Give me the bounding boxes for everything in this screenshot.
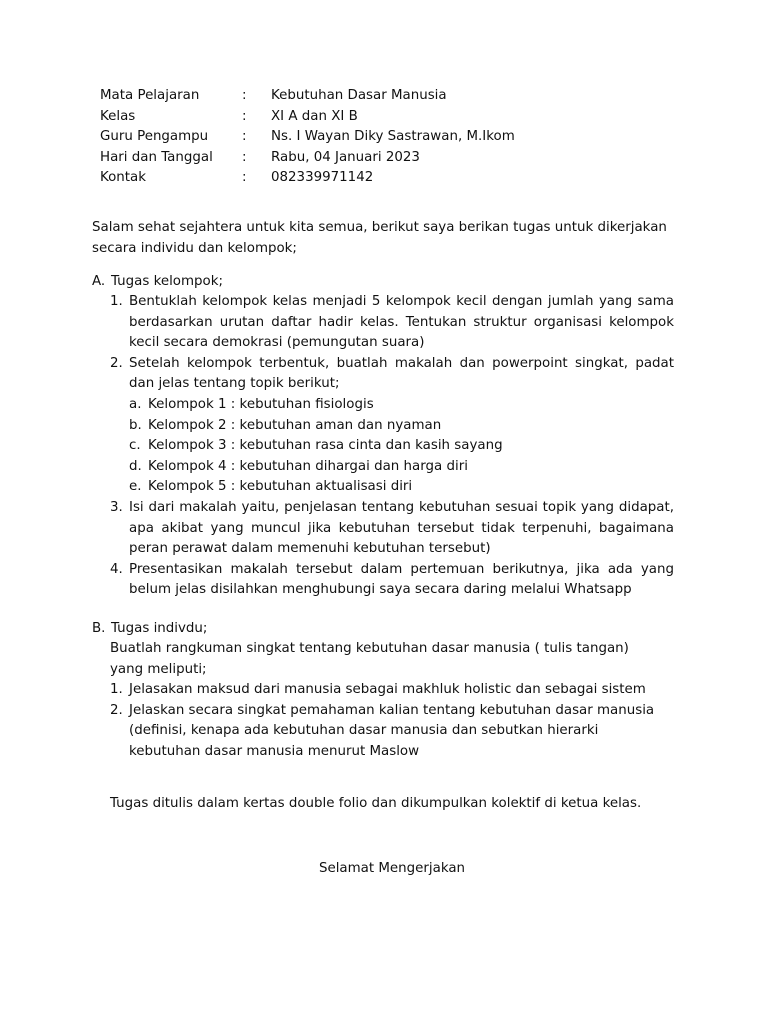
item-text: Bentuklah kelompok kelas menjadi 5 kelompok kecil dengan jumlah yang sama berdasarkan urutan daftar hadir kelas. Tentukan struktur organisasi kelompok kecil secara demokrasi (pemungutan suara) [129, 294, 674, 351]
subitem-letter: a. [129, 396, 142, 412]
item-number: 1. [110, 294, 123, 309]
list-item [110, 498, 674, 560]
item-text: Isi dari makalah yaitu, penjelasan tentang kebutuhan sesuai topik yang didapat, apa akibat yang muncul jika kebutuhan tersebut tidak terpenuhi, bagaimana peran perawat dalam memenuhi kebutuhan tersebut) [129, 499, 674, 557]
info-colon: : [242, 108, 247, 124]
info-row-class [100, 107, 515, 128]
subitem-text: Kelompok 4 : kebutuhan dihargai dan harga diri [148, 458, 468, 474]
item-number: 4. [110, 561, 123, 577]
item-text: Setelah kelompok terbentuk, buatlah makalah dan powerpoint singkat, padat dan jelas tentang topik berikut; [129, 355, 674, 392]
item-number: 1. [110, 682, 123, 697]
info-colon: : [242, 88, 247, 103]
info-colon: : [242, 149, 247, 165]
section-a-heading [92, 272, 223, 293]
list-item [110, 701, 674, 763]
info-row-date [100, 148, 515, 169]
list-item [110, 560, 674, 601]
intro-paragraph: Salam sehat sejahtera untuk kita semua, berikut saya berikan tugas untuk dikerjakan secara individu dan kelompok; [92, 220, 667, 256]
info-value: XI A dan XI B [271, 108, 358, 124]
info-value: Rabu, 04 Januari 2023 [271, 149, 420, 165]
closing-text: Selamat Mengerjakan [318, 861, 466, 876]
submission-note: Tugas ditulis dalam kertas double folio dan dikumpulkan kolektif di ketua kelas. [110, 796, 642, 811]
item-number: 2. [110, 355, 123, 371]
item-text: Jelaskan secara singkat pemahaman kalian tentang kebutuhan dasar manusia (definisi, kenapa ada kebutuhan dasar manusia dan sebutkan hierarki kebutuhan dasar manusia menurut Maslow [129, 702, 655, 759]
item-text: Presentasikan makalah tersebut dalam pertemuan berikutnya, jika ada yang belum jelas disilahkan menghubungi saya secara daring melalui Whatsapp [129, 561, 674, 598]
item-number: 2. [110, 702, 123, 718]
section-b-title: Tugas indivdu; [111, 621, 208, 636]
subitem-text: Kelompok 1 : kebutuhan fisiologis [148, 396, 374, 412]
sublist-item [129, 416, 674, 437]
section-b-heading [92, 619, 207, 640]
section-b-list [110, 680, 674, 762]
subitem-text: Kelompok 3 : kebutuhan rasa cinta dan kasih sayang [148, 438, 503, 454]
subitem-letter: d. [129, 458, 142, 474]
info-label: Guru Pengampu [100, 129, 209, 145]
info-colon: : [242, 170, 247, 186]
subitem-text: Kelompok 2 : kebutuhan aman dan nyaman [148, 417, 442, 433]
list-item [110, 680, 674, 701]
info-row-teacher [100, 127, 515, 148]
item-number: 3. [110, 499, 123, 515]
section-a-title: Tugas kelompok; [111, 274, 224, 289]
section-b-intro: Buatlah rangkuman singkat tentang kebutuhan dasar manusia ( tulis tangan) yang meliputi; [110, 641, 629, 677]
sublist-item [129, 457, 674, 478]
list-item [110, 354, 674, 498]
sublist-item [129, 436, 674, 457]
section-a-list [110, 292, 674, 601]
info-value: Kebutuhan Dasar Manusia [271, 88, 447, 103]
info-label: Kelas [100, 108, 136, 124]
info-label: Kontak [100, 170, 147, 186]
group-sublist [129, 395, 674, 498]
info-label: Hari dan Tanggal [100, 149, 213, 165]
list-item [110, 292, 674, 354]
section-b-letter: B. [92, 621, 106, 636]
subitem-letter: b. [129, 417, 142, 433]
subitem-letter: e. [129, 479, 142, 495]
subitem-text: Kelompok 5 : kebutuhan aktualisasi diri [148, 479, 413, 495]
info-colon: : [242, 129, 247, 145]
info-row-contact [100, 168, 515, 189]
sublist-item [129, 395, 674, 416]
section-a-letter: A. [92, 274, 106, 289]
sublist-item [129, 477, 674, 498]
info-row-subject [100, 86, 515, 107]
info-value: Ns. I Wayan Diky Sastrawan, M.Ikom [271, 129, 515, 145]
info-value: 082339971142 [271, 170, 374, 186]
item-text: Jelasakan maksud dari manusia sebagai makhluk holistic dan sebagai sistem [129, 682, 646, 697]
subitem-letter: c. [129, 438, 141, 454]
info-block [100, 86, 515, 189]
info-label: Mata Pelajaran [100, 88, 200, 103]
